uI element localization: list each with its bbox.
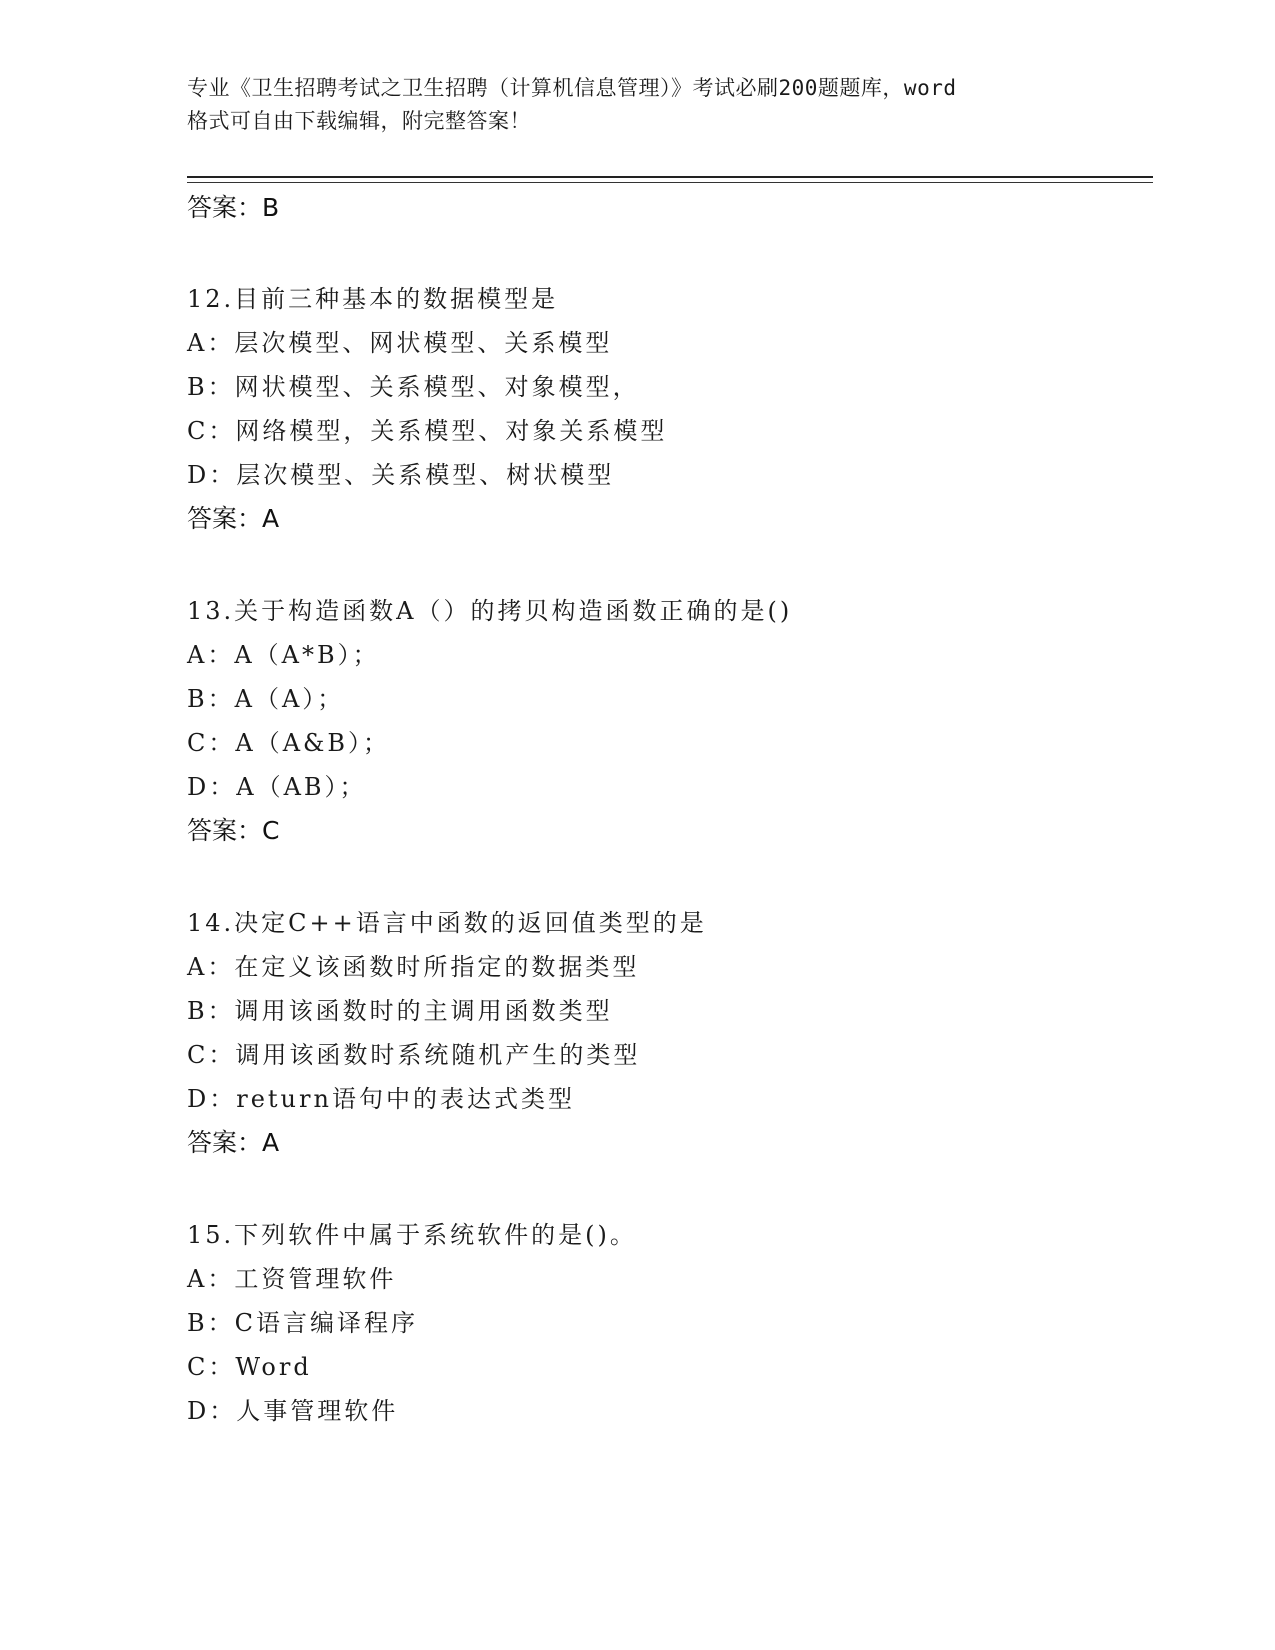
question-14-stem: 14.决定C++语言中函数的返回值类型的是 <box>187 909 707 937</box>
header-line-2: 格式可自由下载编辑，附完整答案！ <box>187 109 531 133</box>
header-line-1: 专业《卫生招聘考试之卫生招聘（计算机信息管理）》考试必刷200题题库，word <box>187 76 957 100</box>
answer-q11: 答案：B <box>187 193 280 222</box>
answer-q14: 答案：A <box>187 1128 280 1157</box>
question-13-option-b: B：A（A）； <box>187 685 345 713</box>
question-12-option-b: B：网状模型、关系模型、对象模型， <box>187 373 640 401</box>
header-divider-thick <box>187 176 1153 178</box>
answer-q12: 答案：A <box>187 504 280 533</box>
question-12-option-d: D：层次模型、关系模型、树状模型 <box>187 461 615 489</box>
question-15-option-b: B：C语言编译程序 <box>187 1309 418 1337</box>
document-header <box>187 72 1087 138</box>
question-13-option-d: D：A（AB）； <box>187 773 367 801</box>
question-14-option-b: B：调用该函数时的主调用函数类型 <box>187 997 613 1025</box>
question-12-stem: 12.目前三种基本的数据模型是 <box>187 285 559 313</box>
header-divider-thin <box>187 182 1153 183</box>
question-14-option-c: C：调用该函数时系统随机产生的类型 <box>187 1041 641 1069</box>
question-13-option-c: C：A（A&B）； <box>187 729 391 757</box>
question-15-option-c: C：Word <box>187 1353 312 1381</box>
question-15-option-a: A：工资管理软件 <box>187 1265 397 1293</box>
question-13-option-a: A：A（A*B）； <box>187 641 380 669</box>
question-13-stem: 13.关于构造函数A（）的拷贝构造函数正确的是() <box>187 597 793 625</box>
question-14-option-d: D：return语句中的表达式类型 <box>187 1085 575 1113</box>
question-15-option-d: D：人事管理软件 <box>187 1397 399 1425</box>
question-12-option-a: A：层次模型、网状模型、关系模型 <box>187 329 613 357</box>
question-15-stem: 15.下列软件中属于系统软件的是()。 <box>187 1221 637 1249</box>
question-12-option-c: C：网络模型，关系模型、对象关系模型 <box>187 417 668 445</box>
answer-q13: 答案：C <box>187 816 280 845</box>
question-14-option-a: A：在定义该函数时所指定的数据类型 <box>187 953 640 981</box>
